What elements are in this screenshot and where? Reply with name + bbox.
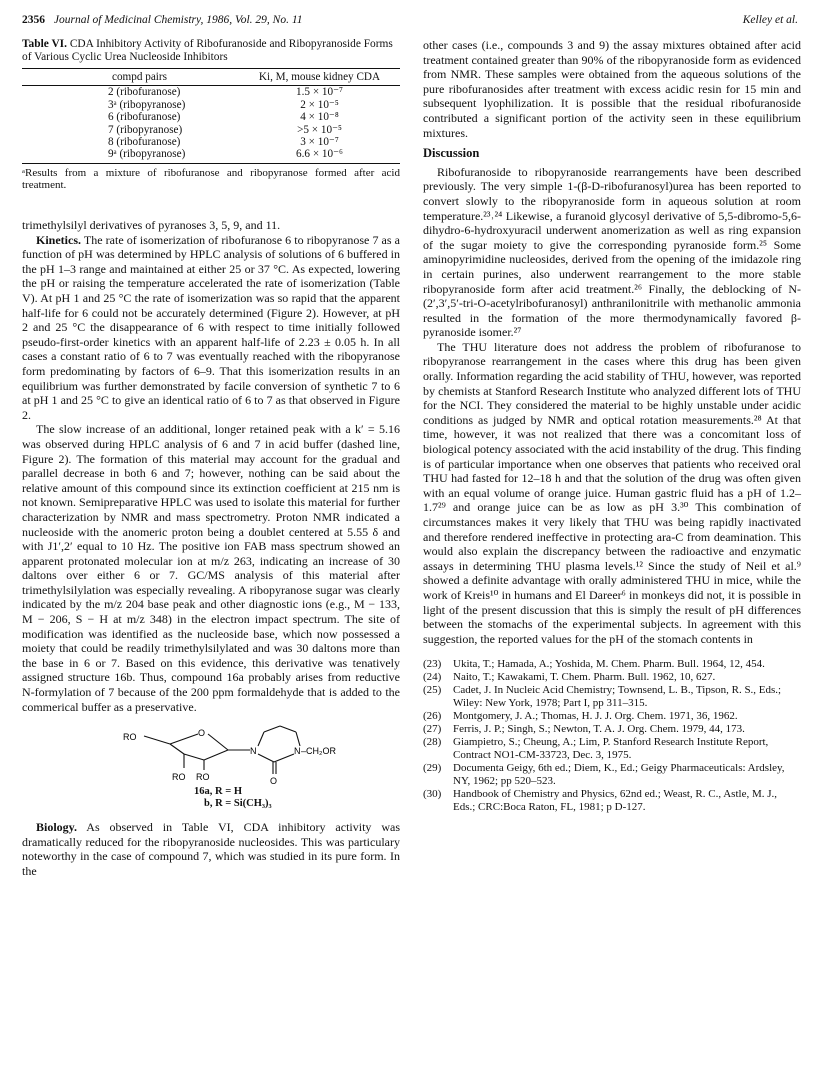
reference-item: [423, 671, 801, 684]
reference-text: Giampietro, S.; Cheung, A.; Lim, P. Stanford Research Institute Report, Contract NO1-CM-33723, Dec. 3, 1975.: [453, 736, 769, 762]
cell-compd: 8 (ribofuranose): [108, 136, 181, 149]
structure-caption-b: b, R = Si(CH₃)₃: [204, 798, 272, 810]
reference-item: [423, 658, 801, 671]
discussion-heading: Discussion: [423, 146, 480, 161]
discussion-paragraph-1: Ribofuranoside to ribopyranoside rearrangements have been described previously. The very simple 1-(β-D-ribofuranosyl)urea has been reported to convert slowly to the ribopyranoside form in aqueous solution at room temperature.²³˒²⁴ Likewise, a furanoid glycosyl derivative of 5,5-dibromo-5,6-dihydro-6-hydroxyuracil underwent anomerization as well as ring expansion of the sugar moiety to give the corresponding pyranoside form.²⁵ Some aminopyrimidine nucleosides, derived from the opening of the imidazole ring in certain purines, also underwent rearrangement to the more stable ribopyranoside form after acid treatment.²⁶ Finally, the deblocking of N-(2′,3′,5′-tri-O-acetylribofuranosyl) anthranilonitrile with methanolic ammonia resulted in the formation of the more thermodynamically favored β-pyranoside isomer.²⁷: [423, 164, 801, 340]
table-caption-text: CDA Inhibitory Activity of Ribofuranoside and Ribopyranoside Forms of Various Cyclic Urea Nucleoside Inhibitors: [22, 38, 393, 63]
reference-text: Montgomery, J. A.; Thomas, H. J. J. Org. Chem. 1971, 36, 1962.: [453, 710, 738, 723]
table-footnote: ᵃResults from a mixture of ribofuranose and ribopyranose formed after acid treatment.: [22, 166, 400, 192]
cell-compd: 7 (ribopyranose): [108, 123, 183, 136]
biology-paragraph: [22, 820, 400, 878]
cell-ki: 4 × 10⁻⁸: [300, 111, 339, 124]
structure-caption-a: 16a, R = H: [194, 786, 242, 798]
cell-ki: 1.5 × 10⁻⁷: [296, 86, 343, 99]
reference-number: (27): [423, 723, 442, 736]
left-column: [22, 38, 400, 879]
cell-compd: 6 (ribofuranose): [108, 111, 181, 124]
cell-ki: 3 × 10⁻⁷: [300, 136, 339, 149]
reference-item: [423, 710, 801, 723]
struct-ring-oxygen: O: [198, 728, 206, 739]
structure-diagram: [122, 722, 362, 788]
reference-text: Naito, T.; Kawakami, T. Chem. Pharm. Bull. 1962, 10, 627.: [453, 671, 716, 684]
cell-ki: >5 × 10⁻⁵: [297, 123, 342, 136]
table-row: [22, 148, 400, 163]
biology-text: As observed in Table VI, CDA inhibitory activity was dramatically reduced for the ribopyranoside nucleosides. This was particulary noteworthy in the case of compound 7, which was studied in its pure form. In the: [22, 820, 400, 878]
table-caption: [22, 38, 400, 64]
cell-ki: 6.6 × 10⁻⁶: [239, 148, 400, 163]
table-row: [22, 86, 400, 99]
table-label: Table VI.: [22, 38, 67, 50]
reference-text: Documenta Geigy, 6th ed.; Diem, K., Ed.; Geigy Pharmaceuticals: Ardsley, NY, 1962; pp 520–523.: [453, 762, 785, 788]
table-row: [22, 124, 400, 136]
struct-ro-bottom: RO: [172, 772, 186, 783]
reference-number: (29): [423, 762, 442, 775]
paragraph-continued: trimethylsilyl derivatives of pyranoses 3, 5, 9, and 11.: [22, 218, 281, 233]
page-number: 2356: [22, 14, 45, 26]
cell-compd: 3ᵃ (ribopyranose): [108, 98, 186, 111]
struct-n2: N: [294, 746, 301, 757]
reference-number: (25): [423, 684, 442, 697]
paragraph-continued-right: other cases (i.e., compounds 3 and 9) the assay mixtures obtained after acid treatment contained greater than 90% of the ribopyranoside form as evidenced from NMR. These samples were obtained from the aqueous solutions of the pure ribofuranosides after treatment with excess acidic resin for 15 min and subsequent lyophilization. It is possible that the residual ribofuranoside contributed a significant portion of the activity seen in these equilibrium mixtures.: [423, 38, 801, 140]
reference-item: [423, 723, 801, 736]
kinetics-paragraph: [22, 233, 400, 423]
reference-number: (26): [423, 710, 442, 723]
running-authors: Kelley et al.: [742, 14, 798, 26]
journal-citation: Journal of Medicinal Chemistry, 1986, Vol. 29, No. 11: [53, 14, 303, 26]
cell-ki: 2 × 10⁻⁵: [300, 98, 339, 111]
struct-ro-left: RO: [123, 732, 137, 743]
biology-heading: Biology.: [36, 820, 78, 835]
struct-carbonyl-oxygen: O: [270, 776, 278, 787]
reference-number: (24): [423, 671, 442, 684]
reference-item: [423, 762, 801, 788]
page-header: [22, 14, 798, 30]
structure-16: [22, 722, 400, 814]
table-row: [22, 111, 400, 123]
reference-text: Handbook of Chemistry and Physics, 62nd ed.; Weast, R. C., Astle, M. J., Eds.; CRC:Boca Raton, FL, 1981; p D-127.: [453, 788, 778, 814]
reference-number: (28): [423, 736, 442, 749]
table-row: [22, 136, 400, 148]
col-header-ki: Ki, M, mouse kidney CDA: [239, 69, 400, 86]
reference-item: [423, 684, 801, 710]
reference-number: (30): [423, 788, 442, 801]
table-row: [22, 99, 400, 111]
reference-text: Ukita, T.; Hamada, A.; Yoshida, M. Chem. Pharm. Bull. 1964, 12, 454.: [453, 658, 765, 671]
right-column: [423, 38, 801, 814]
struct-ch2or: –CH₂OR: [301, 746, 336, 757]
reference-item: [423, 736, 801, 762]
slow-increase-paragraph: The slow increase of an additional, longer retained peak with a k′ = 5.16 was observed during HPLC analysis of 6 and 7 in acid buffer (dashed line, Figure 2). The formation of this material may account for the gradual and parallel decrease in both 6 and 7; however, nothing can be said about the relative amount of this compound since its extinction coefficient at 215 nm is not known. Semipreparative HPLC was used to isolate this material for further characterization by NMR and mass spectrometry. Proton NMR indicated a nucleoside with the anomeric proton being a doublet centered at 5.55 δ and with J1′,2′ equal to 10 Hz. The positive ion FAB mass spectrum showed an apparent protonated molecular ion at m/z 263, indicating an increase of 30 daltons over either 6 or 7. GC/MS analysis of this material after trimethylsilylation was especially revealing. A ribopyranose sugar was clearly indicated by the m/z 204 base peak and other diagnostic ions (e.g., M − 133, M − 206, S − H at m/z 348) in the electron impact spectrum. The site of modification was identified as the nucleoside base, which now possessed a moiety that could be readily trimethylsilylated and was 30 daltons more than the base in 6 or 7. Based on this evidence, this derivative was tenatively assigned structure 16b. Thus, compound 16a probably arises from reductive N-formylation of 7 because of the 200 ppm formaldehyde that is added to the commerical buffer as a preservative.: [22, 422, 400, 714]
discussion-paragraph-2: The THU literature does not address the problem of ribofuranose to ribopyranose rearrangement in the cases where this drug has been given orally. Information regarding the acid stability of THU, however, was reported by chemists at Stanford Research Institute who analyzed different lots of THU for the NCI. They considered the material to be highly unstable under acidic conditions as judged by NMR and optical rotation measurements.²⁸ At that time, however, it was not realized that there was a concomitant loss of biological potency associated with the acid instability of the drug. This finding is of particular importance when one observes that patients who received oral THU had fasted for 12–18 h and that the solution of the drug was often given with an equal volume of orange juice. Human gastric fluid has a pH of 1.2–1.7²⁹ and orange juice can be as low as pH 3.³⁰ This combination of circumstances makes it very likely that THU was being rapidly inactivated and therefore rendered ineffective in protecting ara-C from deamination. This would also explain the discrepancy between the radioactive and enzymatic assays in determining THU plasma levels.¹² Since the study of Neil et al.⁹ showed a definite advantage with orally administered THU in mice, while the work of Kreis¹⁰ in humans and El Dareer⁶ in monkeys did not, it is possible in light of the present discussion that this is simply the result of pH differences between the stomachs of the experimental subjects. In agreement with this suggestion, the reported values for the pH of the stomach contents in: [423, 339, 801, 646]
cell-compd: 9ᵃ (ribopyranose): [22, 148, 239, 163]
reference-item: [423, 788, 801, 814]
kinetics-heading: Kinetics.: [36, 232, 81, 247]
structure-caption: [194, 786, 272, 810]
col-header-compd: compd pairs: [22, 69, 239, 86]
reference-number: (23): [423, 658, 442, 671]
kinetics-text: The rate of isomerization of ribofuranose 6 to ribopyranose 7 as a function of pH was determined by HPLC analysis of solutions of 6 buffered in the pH 1–3 range and maintained at either 25 or 37 °C. As expected, lowering the pH or raising the temperature accelerated the rate of isomerization (Table V). At pH 1 and 25 °C the rate of isomerization was so rapid that the apparent half-life for 6 could not be accurately determined (Figure 2). However, at pH 2 and 25 °C the disappearance of 6 with respect to time initially followed pseudo-first-order kinetics with an apparent half-life of 2.23 ± 0.05 h. In all cases a constant ratio of 6 to 7 was eventually reached with the ribopyranose form predominating by factors of 6–9. That this isomerization results in an equilibrium was further demonstrated by facile conversion of synthetic 7 to 6 at pH 1 and 25 °C to give an identical ratio of 6 to 7 as that observed in Figure 2.: [22, 232, 400, 422]
struct-n1: N: [250, 746, 257, 757]
cda-table: [22, 68, 400, 164]
reference-list: [423, 658, 801, 814]
cell-compd: 2 (ribofuranose): [108, 86, 181, 99]
struct-ro-middle: RO: [196, 772, 210, 783]
reference-text: Ferris, J. P.; Singh, S.; Newton, T. A. J. Org. Chem. 1979, 44, 173.: [453, 723, 745, 736]
reference-text: Cadet, J. In Nucleic Acid Chemistry; Townsend, L. B., Tipson, R. S., Eds.; Wiley: New York, 1978; Part I, pp 311–315.: [453, 684, 782, 710]
